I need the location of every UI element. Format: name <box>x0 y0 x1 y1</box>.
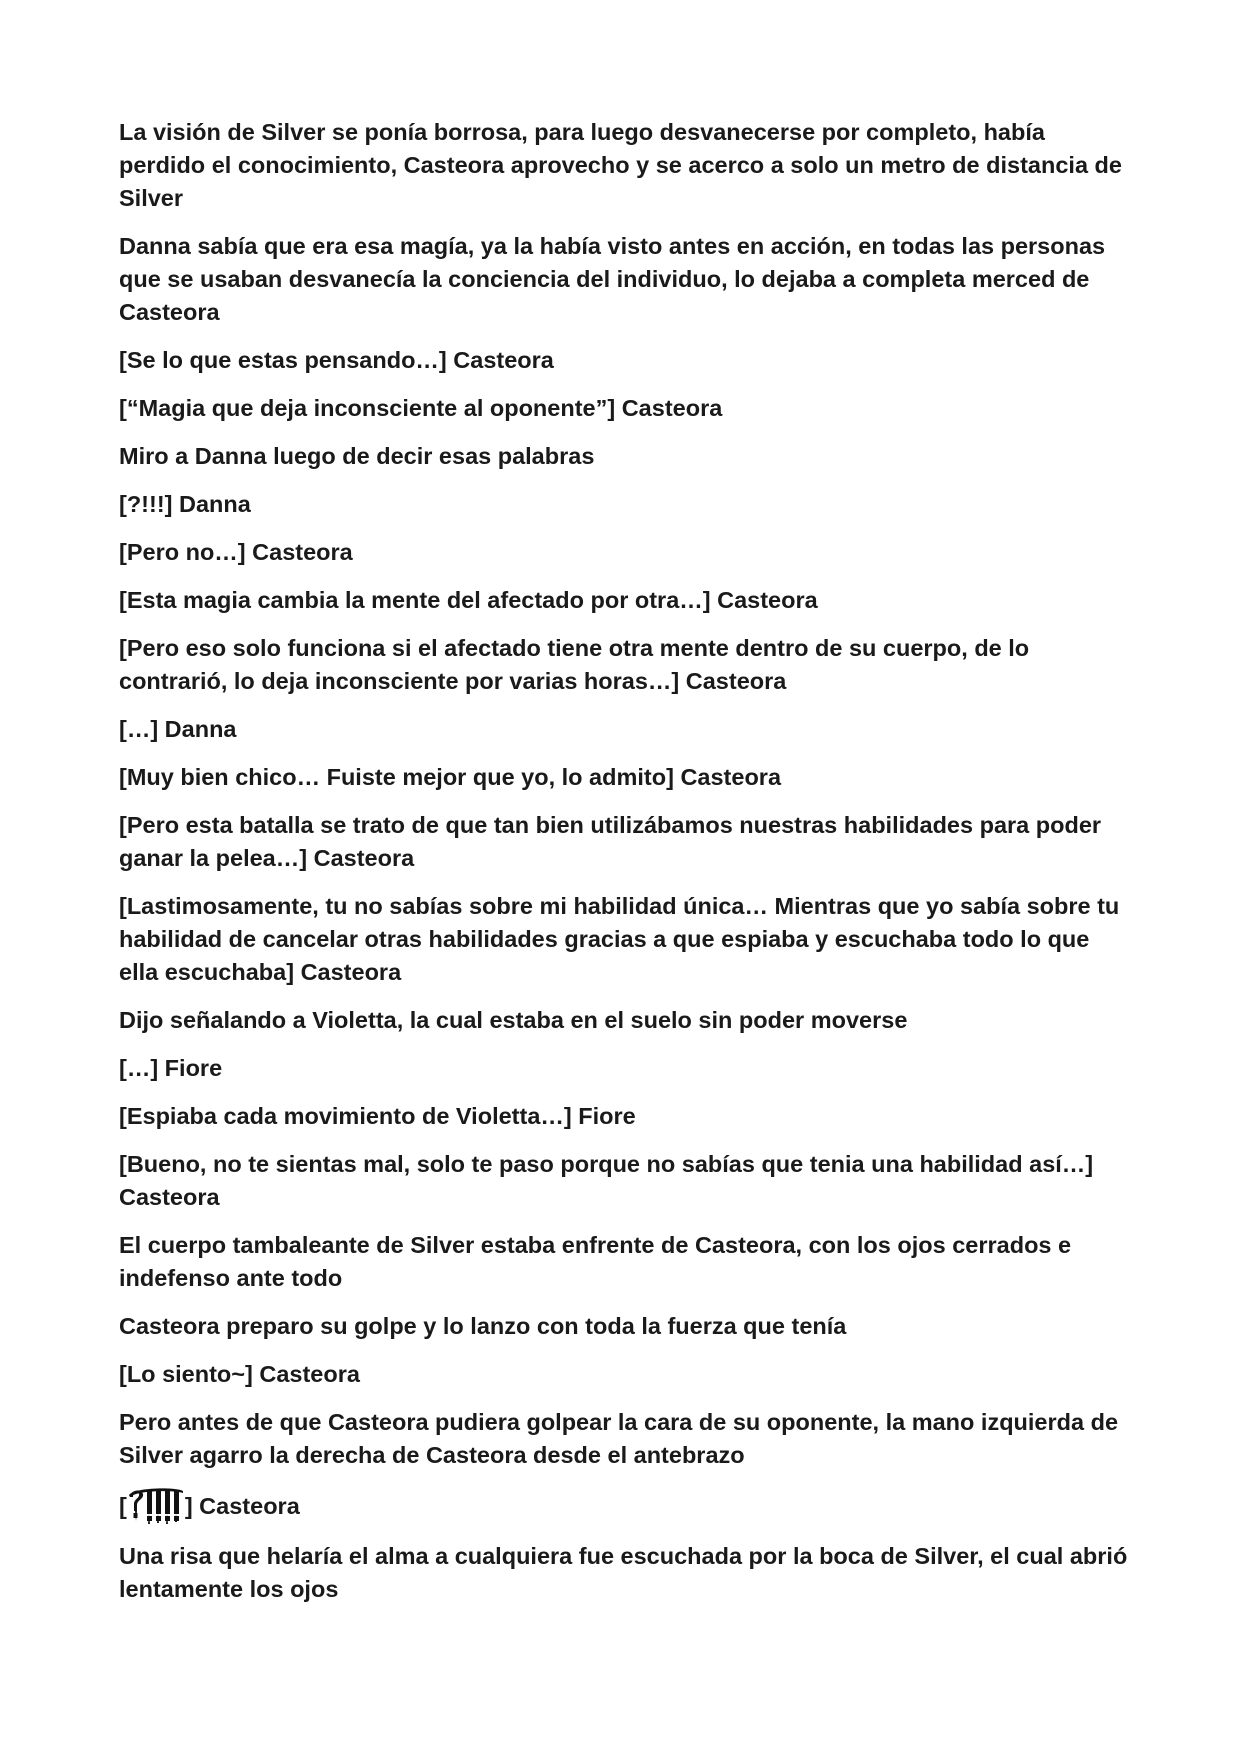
open-bracket: [ <box>119 1492 127 1519</box>
dialogue-line: [Bueno, no te sientas mal, solo te paso porque no sabías que tenia una habilidad así…] Casteora <box>119 1151 1094 1210</box>
paragraph: Una risa que helaría el alma a cualquiera fue escuchada por la boca de Silver, el cual abrió lentamente los ojos <box>119 1543 1128 1602</box>
dialogue-line: [Se lo que estas pensando…] Casteora <box>119 347 554 373</box>
dialogue-line: [Pero no…] Casteora <box>119 539 353 565</box>
dialogue-line: [Lastimosamente, tu no sabías sobre mi habilidad única… Mientras que yo sabía sobre tu habilidad de cancelar otras habilidades gracias a que espiaba y escuchaba todo lo que ella escuchaba] Casteora <box>119 893 1120 985</box>
dialogue-line: […] Fiore <box>119 1055 223 1081</box>
dialogue-line: [“Magia que deja inconsciente al oponente”] Casteora <box>119 395 723 421</box>
paragraph: Pero antes de que Casteora pudiera golpear la cara de su oponente, la mano izquierda de Silver agarro la derecha de Casteora desde el antebrazo <box>119 1409 1119 1468</box>
dialogue-line: [Pero esta batalla se trato de que tan bien utilizábamos nuestras habilidades para poder ganar la pelea…] Casteora <box>119 812 1102 871</box>
paragraph: El cuerpo tambaleante de Silver estaba enfrente de Casteora, con los ojos cerrados e indefenso ante todo <box>119 1232 1072 1291</box>
dialogue-line: […] Danna <box>119 716 237 742</box>
dialogue-line: [Lo siento~] Casteora <box>119 1361 360 1387</box>
dialogue-line: [Espiaba cada movimiento de Violetta…] Fiore <box>119 1103 636 1129</box>
paragraph: Danna sabía que era esa magía, ya la había visto antes en acción, en todas las personas que se usaban desvanecía la conciencia del individuo, lo dejaba a completa merced de Casteora <box>119 233 1106 325</box>
dripping-exclamation-icon <box>127 1487 185 1525</box>
paragraph: La visión de Silver se ponía borrosa, para luego desvanecerse por completo, había perdido el conocimiento, Casteora aprovecho y se acerco a solo un metro de distancia de Silver <box>119 119 1122 211</box>
dialogue-line-glyph <box>119 1487 1129 1525</box>
speaker-label: ] Casteora <box>184 1492 300 1519</box>
paragraph: Dijo señalando a Violetta, la cual estaba en el suelo sin poder moverse <box>119 1007 908 1033</box>
dialogue-line: [Esta magia cambia la mente del afectado por otra…] Casteora <box>119 587 818 613</box>
paragraph: Miro a Danna luego de decir esas palabras <box>119 443 595 469</box>
dialogue-line: [Muy bien chico… Fuiste mejor que yo, lo admito] Casteora <box>119 764 782 790</box>
paragraph: Casteora preparo su golpe y lo lanzo con toda la fuerza que tenía <box>119 1313 847 1339</box>
document-body <box>119 116 1129 1621</box>
dialogue-line: [Pero eso solo funciona si el afectado tiene otra mente dentro de su cuerpo, de lo contrarió, lo deja inconsciente por varias horas…] Casteora <box>119 635 1030 694</box>
dialogue-line: [?!!!] Danna <box>119 491 251 517</box>
